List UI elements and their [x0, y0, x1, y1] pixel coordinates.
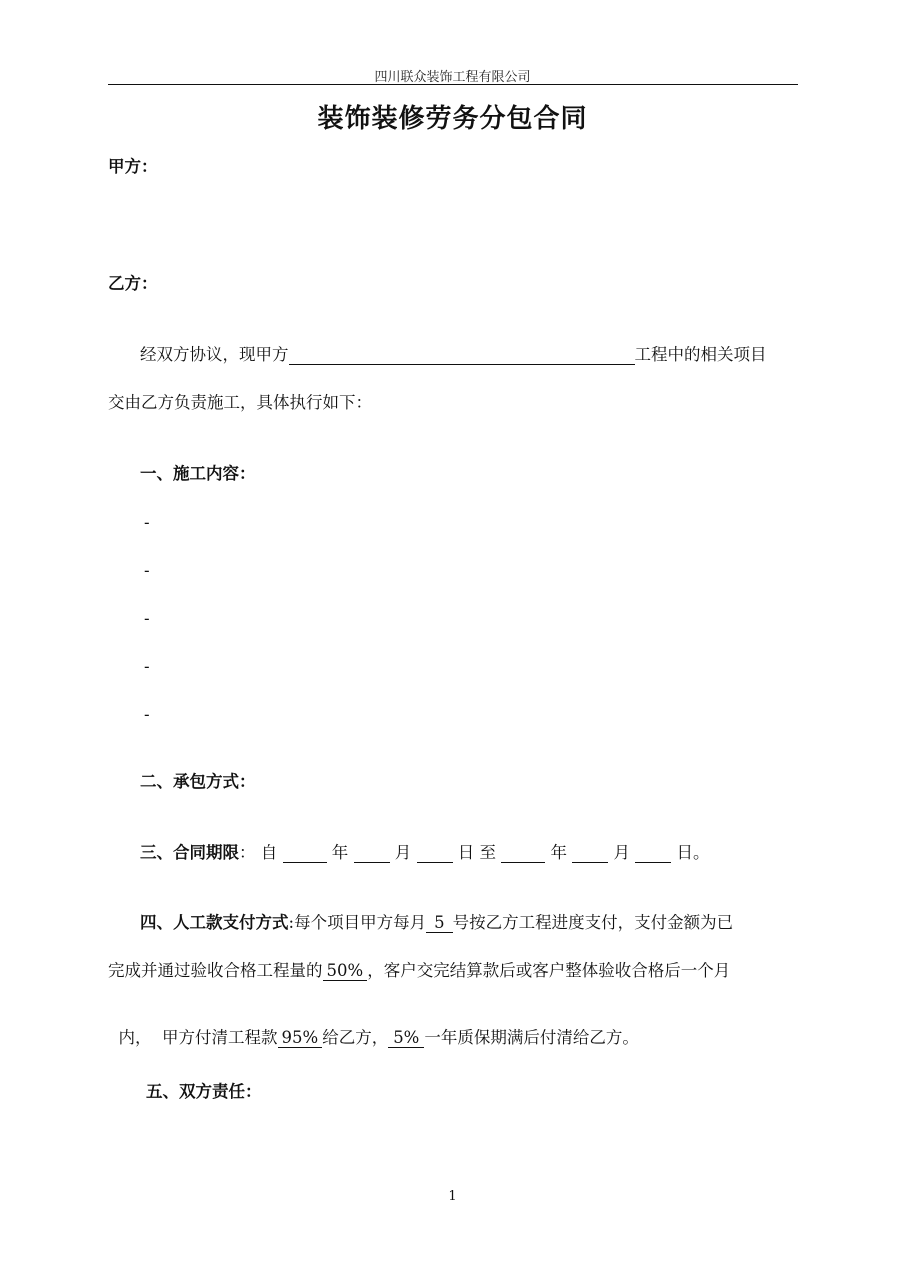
- party-b-label: 乙方：: [108, 274, 158, 293]
- start-year-label: 年: [331, 843, 349, 862]
- intro-line-2: 交由乙方负责施工，具体执行如下：: [108, 393, 372, 412]
- section-4-line-3: [108, 1005, 639, 1048]
- header-divider: [108, 84, 798, 85]
- start-month-blank: [354, 844, 390, 863]
- section-4-line-1: [140, 909, 733, 933]
- payment-text-c: 完成并通过验收合格工程量的: [108, 961, 323, 980]
- warranty-percent-value: 5%: [388, 1028, 424, 1048]
- end-year-blank: [501, 844, 545, 863]
- end-month-blank: [572, 844, 608, 863]
- party-a-label: 甲方：: [108, 157, 158, 176]
- start-day-blank: [417, 844, 453, 863]
- section-4-colon: :: [288, 913, 295, 932]
- work-item-3: -: [144, 609, 150, 628]
- payment-text-b: 号按乙方工程进度支付，支付金额为已: [452, 913, 734, 932]
- work-item-4: -: [144, 657, 150, 676]
- section-3-line: [140, 839, 710, 863]
- payment-text-g: 一年质保期满后付清给乙方。: [424, 1028, 639, 1047]
- section-4-line-2: [108, 957, 730, 981]
- payment-text-d: ，客户交完结算款后或客户整体验收合格后一个月: [367, 961, 731, 980]
- section-5-heading: 五、双方责任：: [146, 1082, 262, 1101]
- intro-suffix: 工程中的相关项目: [634, 345, 767, 364]
- payment-text-f: 给乙方，: [322, 1028, 389, 1047]
- page-header-company: 四川联众装饰工程有限公司: [374, 70, 531, 85]
- end-year-label: 年: [550, 843, 567, 862]
- section-3-heading: 三、合同期限: [140, 843, 239, 862]
- end-month-label: 月: [613, 843, 630, 862]
- work-item-2: -: [144, 561, 150, 580]
- from-label: 自: [260, 843, 278, 862]
- pay-day-value: 5: [426, 913, 453, 933]
- progress-percent-value: 50%: [323, 961, 368, 981]
- start-month-label: 月: [394, 843, 412, 862]
- payment-text-e: 内， 甲方付清工程款: [118, 1028, 278, 1047]
- end-day-blank: [635, 844, 671, 863]
- project-name-blank: [289, 346, 635, 365]
- work-item-5: -: [144, 705, 150, 724]
- start-year-blank: [283, 844, 327, 863]
- page-number: 1: [448, 1189, 457, 1204]
- end-day-label: 日。: [676, 843, 710, 862]
- section-1-heading: 一、施工内容：: [140, 464, 256, 483]
- payment-text-a: 每个项目甲方每月: [294, 913, 427, 932]
- section-4-heading: 四、人工款支付方式: [140, 913, 289, 932]
- to-label: 至: [479, 843, 496, 862]
- work-item-1: -: [144, 513, 150, 532]
- section-3-colon: ：: [239, 843, 256, 862]
- section-2-heading: 二、承包方式：: [140, 772, 256, 791]
- document-title: 装饰装修劳务分包合同: [317, 104, 588, 134]
- start-day-label: 日: [457, 843, 475, 862]
- settle-percent-value: 95%: [278, 1028, 323, 1048]
- intro-prefix: 经双方协议，现甲方: [140, 345, 289, 364]
- intro-line-1: [140, 341, 767, 365]
